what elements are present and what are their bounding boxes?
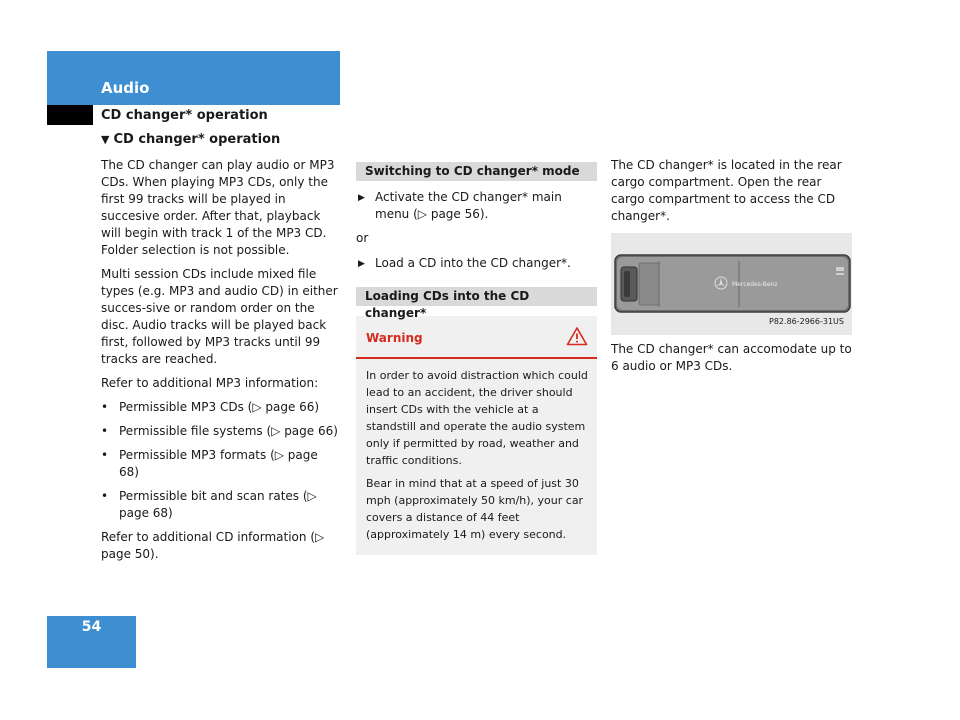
brand-label: Mercedes-Benz (732, 281, 778, 288)
list-item (101, 488, 341, 522)
step-text: Activate the CD changer* main menu (▷ page 56). (375, 190, 562, 221)
list-item-text: Permissible MP3 formats (▷ page 68) (119, 448, 318, 479)
warning-title: Warning (366, 331, 423, 345)
bullet-icon: • (101, 400, 109, 414)
section-bar-switching: Switching to CD changer* mode (356, 162, 597, 181)
bullet-icon: • (101, 424, 109, 438)
bullet-icon: • (101, 448, 109, 462)
paragraph: The CD changer* can accomodate up to 6 audio or MP3 CDs. (611, 342, 852, 373)
list-item-text: Permissible bit and scan rates (▷ page 68) (119, 489, 317, 520)
page-number: 54 (81, 619, 102, 635)
step-arrow-icon: ▶ (358, 193, 365, 203)
section-title: Audio (101, 79, 150, 97)
cd-changer-photo (611, 233, 852, 335)
warning-header (356, 316, 597, 359)
warning-paragraph: In order to avoid distraction which could lead to an accident, the driver should insert CDs with the vehicle at a standstill and operate the audio system only if permitted by road, weather and traffic conditions. (366, 369, 588, 467)
paragraph: Refer to additional MP3 information: (101, 376, 319, 390)
paragraph: The CD changer can play audio or MP3 CDs. When playing MP3 CDs, only the first 99 tracks will be played in succesive order. After that, playback will begin with track 1 of the MP3 CD. Folder selection is not possible. (101, 158, 335, 257)
list-item (101, 447, 341, 481)
paragraph: Refer to additional CD information (▷ page 50). (101, 530, 325, 561)
bullet-icon: • (101, 489, 109, 503)
step-arrow-icon: ▶ (358, 259, 365, 269)
warning-paragraph: Bear in mind that at a speed of just 30 mph (approximately 50 km/h), your car covers a distance of 44 feet (approximately 14 m) every second. (366, 477, 584, 541)
paragraph: The CD changer* is located in the rear cargo compartment. Open the rear cargo compartment to access the CD changer*. (611, 158, 842, 223)
list-item (101, 423, 341, 440)
warning-triangle-icon (566, 326, 588, 351)
list-item (101, 399, 341, 416)
list-item-text: Permissible MP3 CDs (▷ page 66) (119, 400, 320, 414)
step-text: Load a CD into the CD changer*. (375, 256, 571, 270)
header-band (47, 51, 340, 105)
warning-body (356, 359, 597, 543)
section-tab (47, 105, 93, 125)
or-text: or (356, 231, 369, 245)
list-item-text: Permissible file systems (▷ page 66) (119, 424, 338, 438)
column-left (101, 157, 341, 570)
warning-box (356, 316, 597, 555)
page-heading (101, 132, 280, 147)
subsection-title: CD changer* operation (101, 108, 268, 123)
photo-code: P82.86-2966-31US (769, 317, 844, 326)
instruction-step (356, 255, 597, 273)
column-right (611, 157, 852, 382)
heading-text: CD changer* operation (113, 132, 281, 147)
paragraph: Multi session CDs include mixed file types (e.g. MP3 and audio CD) in either succes-sive or random order on the disc. Audio tracks will be played back first, followed by MP3 tracks until 99 tracks are reached. (101, 267, 338, 366)
column-middle (356, 162, 597, 555)
instruction-step (356, 189, 597, 223)
section-bar-loading: Loading CDs into the CD changer* (356, 287, 597, 306)
triangle-down-icon: ▼ (101, 133, 110, 146)
